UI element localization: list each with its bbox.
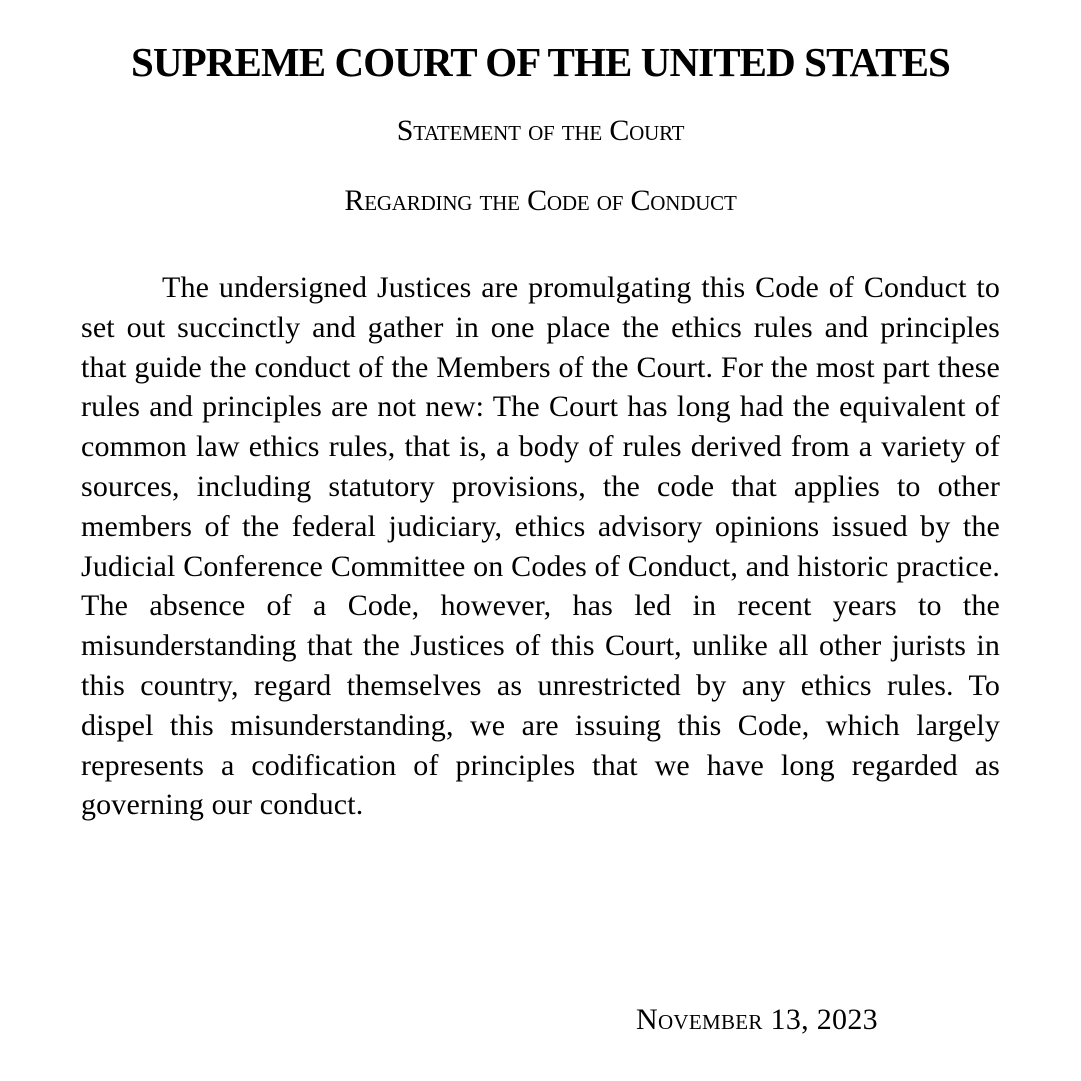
statement-body-paragraph: The undersigned Justices are promulgating this Code of Conduct to set out succinctly and gather in one place the ethics rules and principles that guide the conduct of the Members of the Court. For the most part these rules and principles are not new: The Court has long had the equivalent of common law ethics rules, that is, a body of rules derived from a variety of sources, including statutory provisions, the code that applies to other members of the federal judiciary, ethics advisory opinions issued by the Judicial Conference Committee on Codes of Conduct, and historic practice. The absence of a Code, however, has led in recent years to the misunderstanding that the Justices of this Court, unlike all other jurists in this country, regard themselves as unrestricted by any ethics rules. To dispel this misunderstanding, we are issuing this Code, which largely represents a codification of principles that we have long regarded as governing our conduct. — [81, 271, 1000, 822]
statement-subheading: Regarding the Code of Conduct — [344, 184, 737, 217]
statement-heading: Statement of the Court — [396, 114, 685, 147]
statement-date: November 13, 2023 — [636, 1003, 878, 1036]
court-title: SUPREME COURT OF THE UNITED STATES — [131, 39, 950, 85]
